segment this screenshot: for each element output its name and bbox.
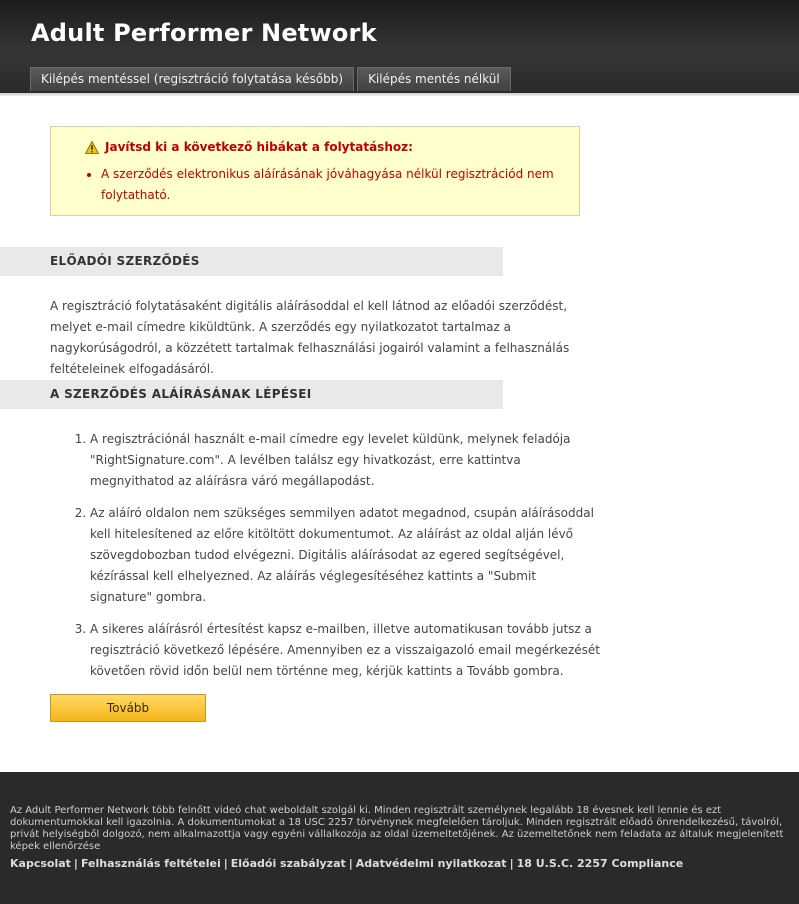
error-box (50, 126, 580, 216)
footer-links (10, 857, 683, 870)
list-item: 3. A sikeres aláírásról értesítést kapsz e-mailben, illetve automatikusan tovább jutsz a regisztráció következő lépésére. Amennyiben ez a visszaigazoló email megérkezését követően rövid időn belül nem történne meg, kérjük kattints a Tovább gombra. (90, 619, 600, 682)
footer-separator: | (348, 857, 353, 870)
page-header (0, 0, 799, 93)
next-button[interactable]: Tovább (50, 694, 206, 722)
error-title (85, 140, 413, 154)
footer-link-2257[interactable]: 18 U.S.C. 2257 Compliance (516, 857, 684, 870)
warning-icon (85, 141, 99, 154)
error-item: • A szerződés elektronikus aláírásának jóváhagyása nélkül regisztrációd nem folytatható. (101, 164, 561, 206)
tab-exit-with-save[interactable]: Kilépés mentéssel (regisztráció folytatása később) (30, 67, 354, 91)
header-tabs (30, 67, 514, 91)
footer-separator: | (223, 857, 228, 870)
contract-heading: ELŐADÓI SZERZŐDÉS (0, 247, 503, 276)
brand-title: Adult Performer Network (31, 19, 377, 47)
contract-text: A regisztráció folytatásaként digitális aláírásoddal el kell látnod az előadói szerződést, melyet e-mail címedre kiküldtünk. A szerződés egy nyilatkozatot tartalmaz a nagykorúságodról, a közzétett tartalmak felhasználási jogairól valamint a felhasználás feltételeinek elfogadásáról. (50, 299, 570, 376)
footer-separator: | (509, 857, 514, 870)
error-list (87, 164, 561, 206)
footer-link-contact[interactable]: Kapcsolat (10, 857, 71, 870)
error-title-text: Javítsd ki a következő hibákat a folytatáshoz: (105, 140, 413, 154)
page-footer (0, 772, 799, 904)
footer-separator: | (73, 857, 78, 870)
steps-list (72, 429, 600, 693)
list-item: 1. A regisztrációnál használt e-mail címedre egy levelet küldünk, melynek feladója "RightSignature.com". A levélben találsz egy hivatkozást, erre kattintva megnyithatod az aláírásra váró megállapodást. (90, 429, 600, 492)
header-divider (0, 93, 799, 96)
footer-link-performer-rules[interactable]: Előadói szabályzat (230, 857, 346, 870)
footer-link-terms[interactable]: Felhasználás feltételei (80, 857, 221, 870)
footer-disclaimer: Az Adult Performer Network több felnőtt videó chat weboldalt szolgál ki. Minden regisztrált személynek legalább 18 évesnek kell lennie és ezt dokumentumokkal kell igazolnia. A dokumentumokat a 18 USC 2257 törvénynek megfelelően tároljuk. Minden regisztrált előadó önrendelkezésű, távolról, privát helyiségből dolgozó, nem alkalmazottja vagy egyéni vállalkozója az oldal üzemeltetőjének. Az üzemeltetőnek nem feladata az általuk megjelenített képek ellenőrzése (10, 805, 784, 852)
steps-heading: A SZERZŐDÉS ALÁÍRÁSÁNAK LÉPÉSEI (0, 380, 503, 409)
footer-link-privacy[interactable]: Adatvédelmi nyilatkozat (355, 857, 507, 870)
list-item: 2. Az aláíró oldalon nem szükséges semmilyen adatot megadnod, csupán aláírásoddal kell hitelesítened az előre kitöltött dokumentumot. Az aláírást az oldal alján lévő szövegdobozban tudod elvégezni. Digitális aláírásodat az egered segítségével, kézírással kell elhelyezned. Az aláírás véglegesítéséhez kattints a "Submit signature" gombra. (90, 503, 600, 608)
tab-exit-without-save[interactable]: Kilépés mentés nélkül (357, 67, 511, 91)
